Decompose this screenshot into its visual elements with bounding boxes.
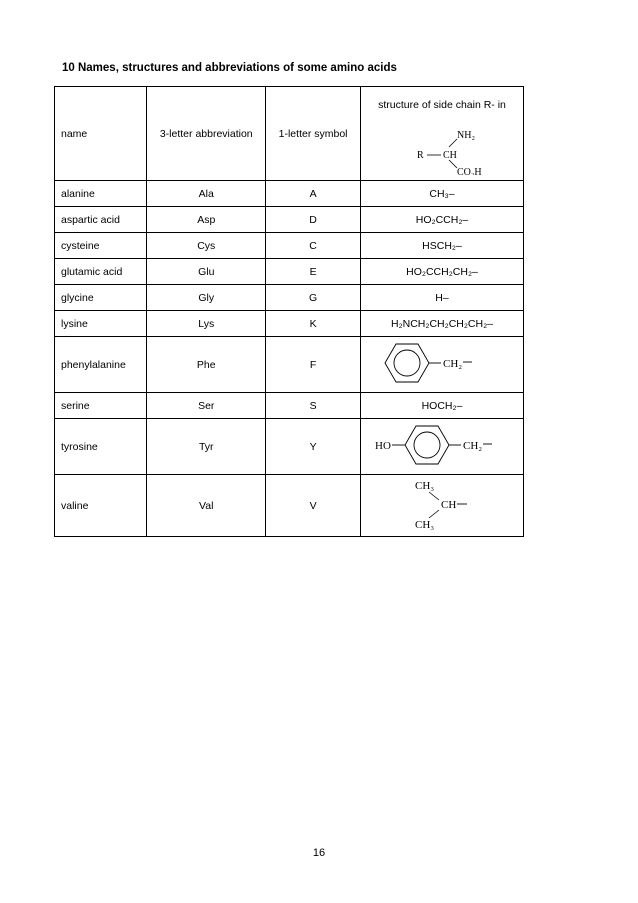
table-row	[55, 337, 524, 393]
cell-side-chain: HO₂CCH₂–	[361, 207, 524, 233]
cell-abbrev: Tyr	[147, 419, 266, 475]
cell-name: glycine	[55, 285, 147, 311]
cell-name: cysteine	[55, 233, 147, 259]
cell-symbol: D	[266, 207, 361, 233]
cell-symbol: F	[266, 337, 361, 393]
page-number: 16	[312, 847, 326, 859]
val-ch-label: CH	[441, 499, 457, 511]
cell-name: lysine	[55, 311, 147, 337]
cell-name: alanine	[55, 181, 147, 207]
cell-abbrev: Asp	[147, 207, 266, 233]
cell-abbrev: Cys	[147, 233, 266, 259]
table-row	[55, 475, 524, 537]
cell-abbrev: Val	[147, 475, 266, 537]
table-row	[55, 207, 524, 233]
table-row	[55, 233, 524, 259]
table-row	[55, 285, 524, 311]
cell-abbrev: Gly	[147, 285, 266, 311]
table-row	[55, 393, 524, 419]
val-ch3-bottom-label: CH₃	[415, 519, 435, 531]
page-title: 10 Names, structures and abbreviations of some amino acids	[62, 62, 397, 74]
cell-symbol: E	[266, 259, 361, 285]
header-name: name	[55, 87, 147, 181]
cell-name: aspartic acid	[55, 207, 147, 233]
amino-acid-table	[54, 86, 524, 537]
cell-side-chain	[361, 419, 524, 475]
cell-side-chain: CH₃–	[361, 181, 524, 207]
structure-r-label: R	[417, 150, 424, 161]
cell-name: phenylalanine	[55, 337, 147, 393]
cell-symbol: G	[266, 285, 361, 311]
table-row	[55, 419, 524, 475]
phe-ch2-label: CH₂	[443, 358, 463, 370]
table-row	[55, 259, 524, 285]
cell-abbrev: Phe	[147, 337, 266, 393]
cell-side-chain	[361, 475, 524, 537]
structure-co2h-label: CO₂H	[457, 167, 482, 175]
table-row	[55, 311, 524, 337]
cell-name: glutamic acid	[55, 259, 147, 285]
cell-side-chain	[361, 337, 524, 393]
cell-name: tyrosine	[55, 419, 147, 475]
tyrosine-structure	[367, 422, 517, 468]
header-abbrev: 3-letter abbreviation	[147, 87, 266, 181]
cell-symbol: Y	[266, 419, 361, 475]
cell-abbrev: Glu	[147, 259, 266, 285]
valine-structure	[387, 476, 497, 532]
cell-symbol: S	[266, 393, 361, 419]
tyr-ho-label: HO	[375, 440, 391, 452]
cell-side-chain: H–	[361, 285, 524, 311]
cell-side-chain: HOCH₂–	[361, 393, 524, 419]
cell-side-chain: HSCH₂–	[361, 233, 524, 259]
val-ch3-top-label: CH₃	[415, 480, 435, 492]
cell-name: valine	[55, 475, 147, 537]
structure-ch-label: CH	[443, 150, 457, 161]
cell-side-chain: HO₂CCH₂CH₂–	[361, 259, 524, 285]
cell-symbol: K	[266, 311, 361, 337]
table-row	[55, 181, 524, 207]
table-header-row	[55, 87, 524, 181]
cell-symbol: A	[266, 181, 361, 207]
cell-name: serine	[55, 393, 147, 419]
cell-abbrev: Ser	[147, 393, 266, 419]
generic-amino-acid-structure	[377, 113, 507, 175]
header-structure	[361, 87, 524, 181]
cell-side-chain: H₂NCH₂CH₂CH₂CH₂–	[361, 311, 524, 337]
cell-abbrev: Lys	[147, 311, 266, 337]
cell-abbrev: Ala	[147, 181, 266, 207]
phenylalanine-structure	[367, 340, 517, 386]
header-symbol: 1-letter symbol	[266, 87, 361, 181]
tyr-ch2-label: CH₂	[463, 440, 483, 452]
cell-symbol: V	[266, 475, 361, 537]
structure-nh2-label: NH₂	[457, 130, 475, 141]
cell-symbol: C	[266, 233, 361, 259]
header-structure-text: structure of side chain R- in	[378, 99, 506, 111]
